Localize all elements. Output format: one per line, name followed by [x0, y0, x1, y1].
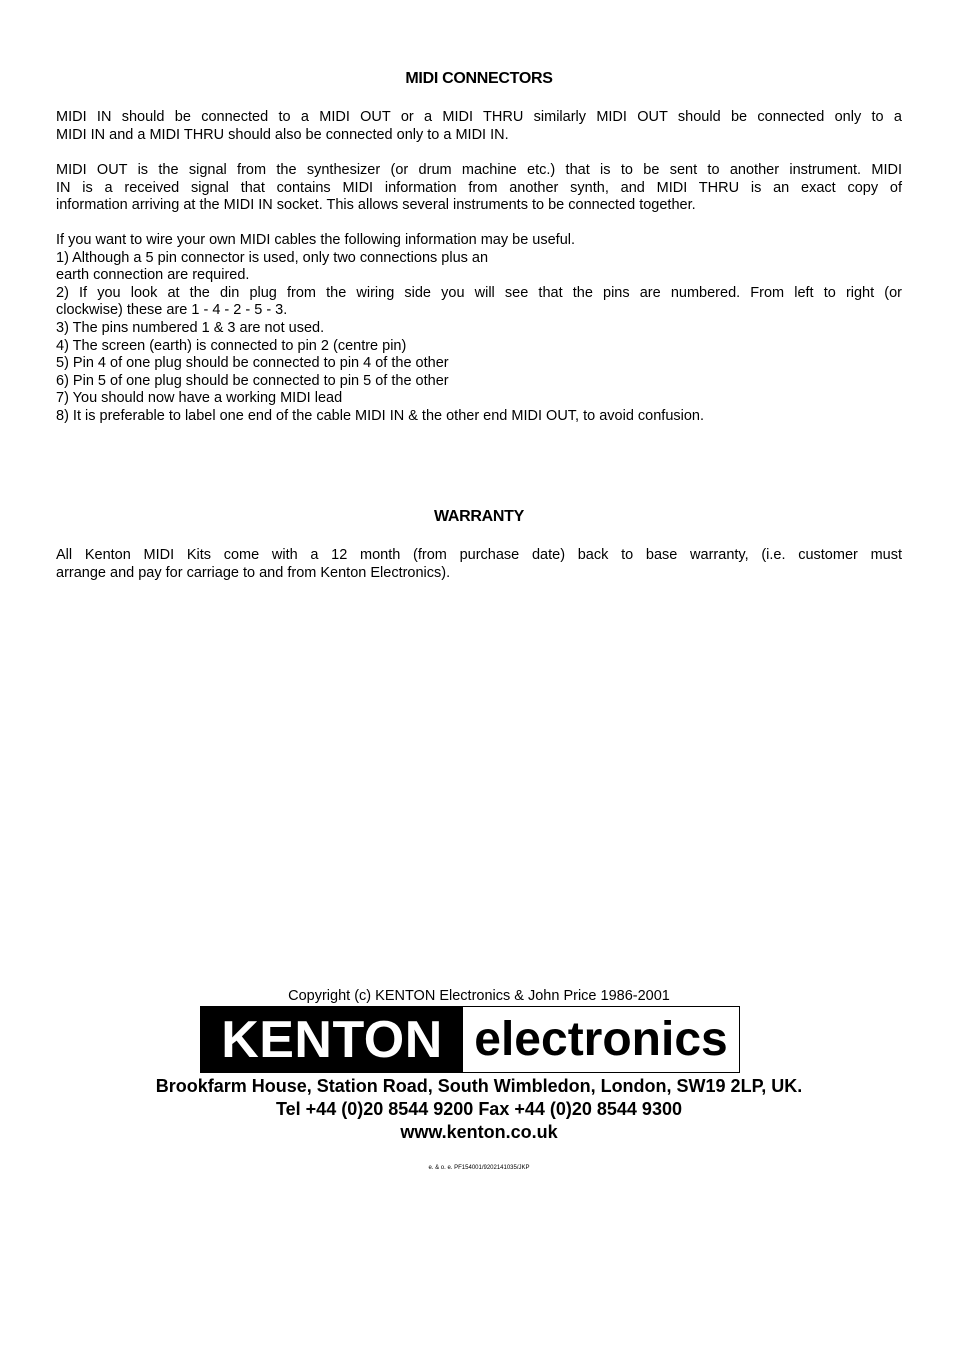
text-line: 6) Pin 5 of one plug should be connected to pin 5 of the other [56, 372, 449, 389]
text-line: information arriving at the MIDI IN socket. This allows several instruments to be connected together. [56, 197, 696, 214]
warranty-heading: WARRANTY [433, 508, 525, 525]
text-line: MIDI IN and a MIDI THRU should also be connected only to a MIDI IN. [56, 126, 509, 143]
logo-kenton-text: KENTON [201, 1007, 463, 1072]
text-line: 2) If you look at the din plug from the wiring side you will see that the pins are numbered. From left to right (or [56, 284, 902, 301]
midi-wiring-instructions [56, 232, 902, 426]
warranty-paragraph [56, 547, 902, 582]
text-line: 5) Pin 4 of one plug should be connected to pin 4 of the other [56, 355, 449, 372]
text-line: All Kenton MIDI Kits come with a 12 month (from purchase date) back to base warranty, (i.e. customer must [56, 547, 902, 563]
text-line: 8) It is preferable to label one end of the cable MIDI IN & the other end MIDI OUT, to avoid confusion. [56, 407, 705, 424]
text-line: IN is a received signal that contains MIDI information from another synth, and MIDI THRU is an exact copy of [56, 179, 902, 196]
text-line: If you want to wire your own MIDI cables the following information may be useful. [56, 232, 576, 248]
midi-paragraph-1 [56, 109, 902, 144]
document-reference: e. & o. e. PF154001/9202141035/JKP [428, 1165, 530, 1171]
logo-electronics-text: electronics [474, 1013, 728, 1066]
midi-paragraph-2 [56, 162, 902, 215]
text-line: 3) The pins numbered 1 & 3 are not used. [56, 319, 325, 336]
text-line: arrange and pay for carriage to and from Kenton Electronics). [56, 564, 451, 581]
text-line: earth connection are required. [56, 267, 250, 284]
text-line: clockwise) these are 1 - 4 - 2 - 5 - 3. [56, 302, 288, 319]
company-website: www.kenton.co.uk [400, 1122, 558, 1142]
kenton-logo [200, 1006, 740, 1073]
company-phone-fax: Tel +44 (0)20 8544 9200 Fax +44 (0)20 8544 9300 [276, 1099, 682, 1119]
text-line: MIDI IN should be connected to a MIDI OUT or a MIDI THRU similarly MIDI OUT should be connected only to a [56, 109, 902, 125]
company-address: Brookfarm House, Station Road, South Wimbledon, London, SW19 2LP, UK. [155, 1076, 803, 1096]
text-line: 1) Although a 5 pin connector is used, only two connections plus an [56, 249, 489, 266]
text-line: 4) The screen (earth) is connected to pin 2 (centre pin) [56, 337, 407, 354]
text-line: MIDI OUT is the signal from the synthesizer (or drum machine etc.) that is to be sent to another instrument. MIDI [56, 162, 902, 178]
midi-connectors-heading: MIDI CONNECTORS [405, 70, 553, 87]
copyright-notice: Copyright (c) KENTON Electronics & John Price 1986-2001 [288, 988, 670, 1004]
text-line: 7) You should now have a working MIDI lead [56, 390, 343, 407]
